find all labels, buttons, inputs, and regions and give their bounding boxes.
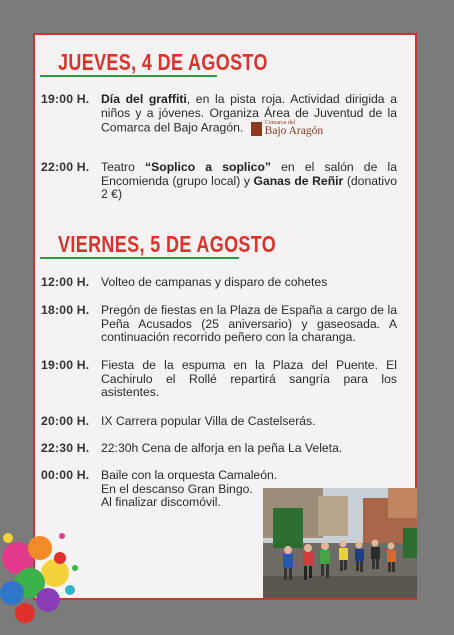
day2-title: VIERNES, 5 DE AGOSTO [58, 231, 277, 257]
entry-time: 22:00 H. [41, 160, 90, 174]
entry-line: Al finalizar discomóvil. [101, 495, 221, 510]
entry-bold: “Soplico a soplico” [145, 160, 271, 174]
logo-mark [251, 122, 262, 136]
entry-bold: Día del graffiti [101, 92, 187, 106]
entry-time: 19:00 H. [41, 358, 90, 372]
entry-time: 12:00 H. [41, 275, 90, 289]
logo-text [265, 120, 323, 137]
paint-splash [0, 518, 85, 635]
entry-text: Pregón de fiestas en la Plaza de España a cargo de la Peña Acusados (25 aniversario) y gaseosada. A continuación recorrido peñero con la charanga. [101, 303, 397, 345]
entry-mid: en el salón de la Encomienda (grupo local) y [101, 160, 397, 188]
day2-entry-5 [41, 442, 397, 456]
logo-small-text: Comarca del [264, 120, 296, 127]
entry-time: 19:00 H. [41, 92, 90, 106]
entry-text [101, 93, 397, 137]
entry-pre: Teatro [101, 160, 146, 174]
entry-text: Volteo de campanas y disparo de cohetes [101, 275, 328, 289]
entry-time: 20:00 H. [41, 414, 90, 428]
day1-entry-1 [41, 93, 397, 137]
entry-time: 00:00 H. [41, 468, 90, 482]
program-card [33, 33, 417, 600]
entry-line: Baile con la orquesta Camaleón. [101, 468, 278, 482]
logo-big-text: Bajo Aragón [264, 125, 324, 138]
entry-rest: , en la pista roja. Actividad dirigida a niños y a jóvenes. Organiza Área de Juventud de la Comarca del Bajo Aragón. [101, 92, 398, 135]
entry-post: (donativo 2 €) [101, 173, 397, 202]
day1-entry-2 [41, 161, 397, 202]
day2-underline [40, 257, 239, 259]
day2-entry-4 [41, 415, 397, 429]
entry-text: IX Carrera popular Villa de Castelserás. [101, 414, 316, 428]
day2-entry-1 [41, 276, 397, 290]
entry-line: En el descanso Gran Bingo. [101, 481, 253, 496]
entry-text: Fiesta de la espuma en la Plaza del Puente. El Cachirulo el Rollé repartirá sangría para los asistentes. [101, 358, 397, 400]
entry-text [101, 161, 397, 202]
entry-text: 22:30h Cena de alforja en la peña La Veleta. [101, 441, 343, 455]
day1-title: JUEVES, 4 DE AGOSTO [58, 49, 268, 75]
comarca-logo-icon [251, 120, 323, 137]
day1-underline [40, 75, 217, 77]
day2-entry-3 [41, 359, 397, 400]
entry-time: 22:30 H. [41, 441, 90, 455]
entry-time: 18:00 H. [41, 303, 90, 317]
day2-entry-2 [41, 304, 397, 345]
entry-bold: Ganas de Reñir [253, 173, 344, 188]
race-photo [263, 488, 417, 598]
